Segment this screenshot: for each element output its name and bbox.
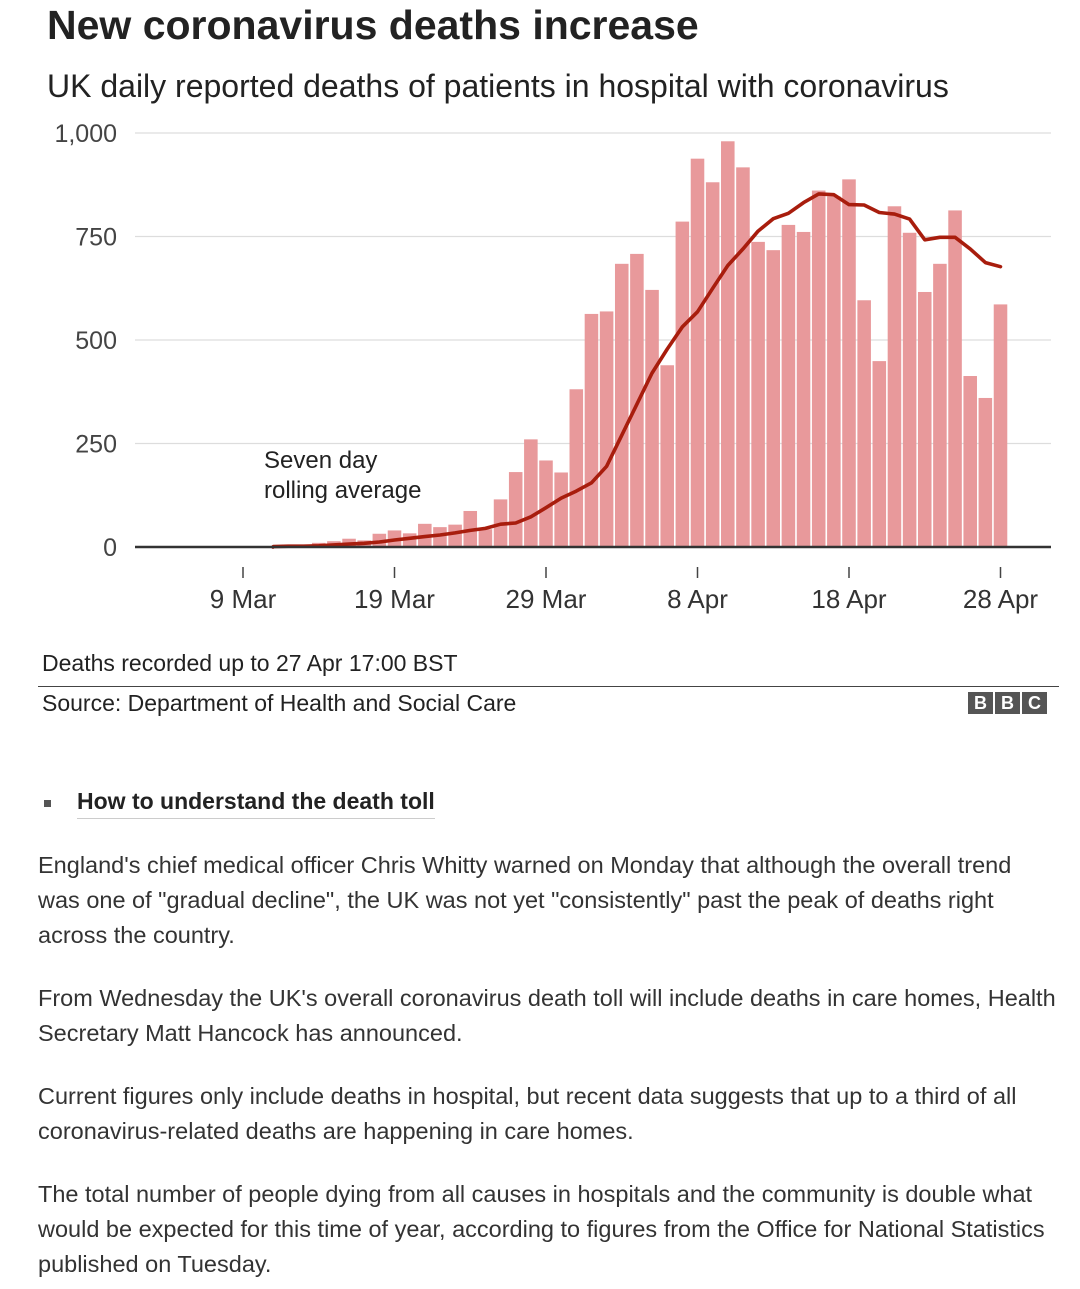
bar (948, 210, 962, 547)
bar (827, 196, 841, 547)
bar (600, 311, 614, 547)
annotation-line: Seven day (264, 447, 378, 474)
bar (766, 250, 780, 547)
bar (933, 264, 947, 547)
chart-source: Source: Department of Health and Social Care (42, 690, 517, 716)
article-paragraph: England's chief medical officer Chris Whitty warned on Monday that although the overall trend was one of "gradual decline", the UK was not yet "consistently" past the peak of deaths right across the country. (38, 852, 1012, 948)
source-divider (38, 686, 1059, 687)
article-paragraph: From Wednesday the UK's overall coronavirus death toll will include deaths in care homes, Health Secretary Matt Hancock has announced. (38, 985, 1056, 1046)
bar (570, 389, 584, 547)
deaths-chart (0, 115, 1080, 635)
y-tick-label: 0 (103, 534, 117, 562)
bar (706, 182, 720, 547)
bar (797, 232, 811, 547)
y-tick-label: 1,000 (54, 120, 117, 148)
bbc-logo (968, 692, 1047, 714)
bar (691, 159, 705, 547)
bar (524, 439, 538, 547)
bar (615, 264, 629, 547)
bar (782, 225, 796, 547)
bar (721, 141, 735, 547)
rolling-average-annotation (264, 447, 421, 504)
bar (918, 292, 932, 547)
bar (903, 233, 917, 547)
bbc-logo-letter: C (1022, 692, 1047, 714)
chart-footnote: Deaths recorded up to 27 Apr 17:00 BST (42, 650, 458, 676)
y-tick-label: 500 (75, 327, 117, 355)
bar (676, 222, 690, 547)
bar (736, 167, 750, 547)
bar (660, 365, 674, 547)
bar (479, 529, 493, 547)
article-paragraph: Current figures only include deaths in hospital, but recent data suggests that up to a third of all coronavirus-related deaths are happening in care homes. (38, 1083, 1017, 1144)
bar (963, 376, 977, 547)
bar (842, 179, 856, 547)
bar (554, 472, 568, 547)
y-tick-label: 750 (75, 223, 117, 252)
chart-title: New coronavirus deaths increase (47, 2, 699, 48)
y-tick-labels (54, 120, 117, 562)
bar (645, 290, 659, 547)
bar (857, 300, 871, 547)
bar (873, 361, 887, 547)
article-paragraph: The total number of people dying from all causes in hospitals and the community is double what would be expected for this time of year, according to figures from the Office for National Statistics published on Tuesday. (38, 1181, 1045, 1277)
x-tick-label: 18 Apr (811, 584, 887, 614)
bar (994, 304, 1008, 547)
bullet-icon (44, 800, 51, 807)
chart-subtitle: UK daily reported deaths of patients in hospital with coronavirus (47, 68, 949, 104)
bar (979, 398, 993, 547)
bbc-logo-letter: B (968, 692, 993, 714)
bar (509, 472, 523, 547)
bar (448, 525, 462, 547)
bar (585, 314, 599, 547)
annotation-line: rolling average (264, 477, 422, 504)
bar (888, 206, 902, 547)
bar (751, 242, 765, 547)
related-link-row (44, 788, 435, 819)
x-tick-label: 29 Mar (505, 584, 587, 614)
x-tick-label: 9 Mar (209, 584, 277, 614)
y-tick-label: 250 (75, 430, 117, 459)
death-toll-link[interactable]: How to understand the death toll (77, 788, 435, 819)
x-tick-label: 19 Mar (354, 584, 435, 614)
x-tick-label: 28 Apr (962, 584, 1039, 614)
bar (812, 191, 826, 547)
bbc-logo-letter: B (995, 692, 1020, 714)
x-ticks (210, 567, 1039, 614)
x-tick-label: 8 Apr (667, 584, 728, 614)
